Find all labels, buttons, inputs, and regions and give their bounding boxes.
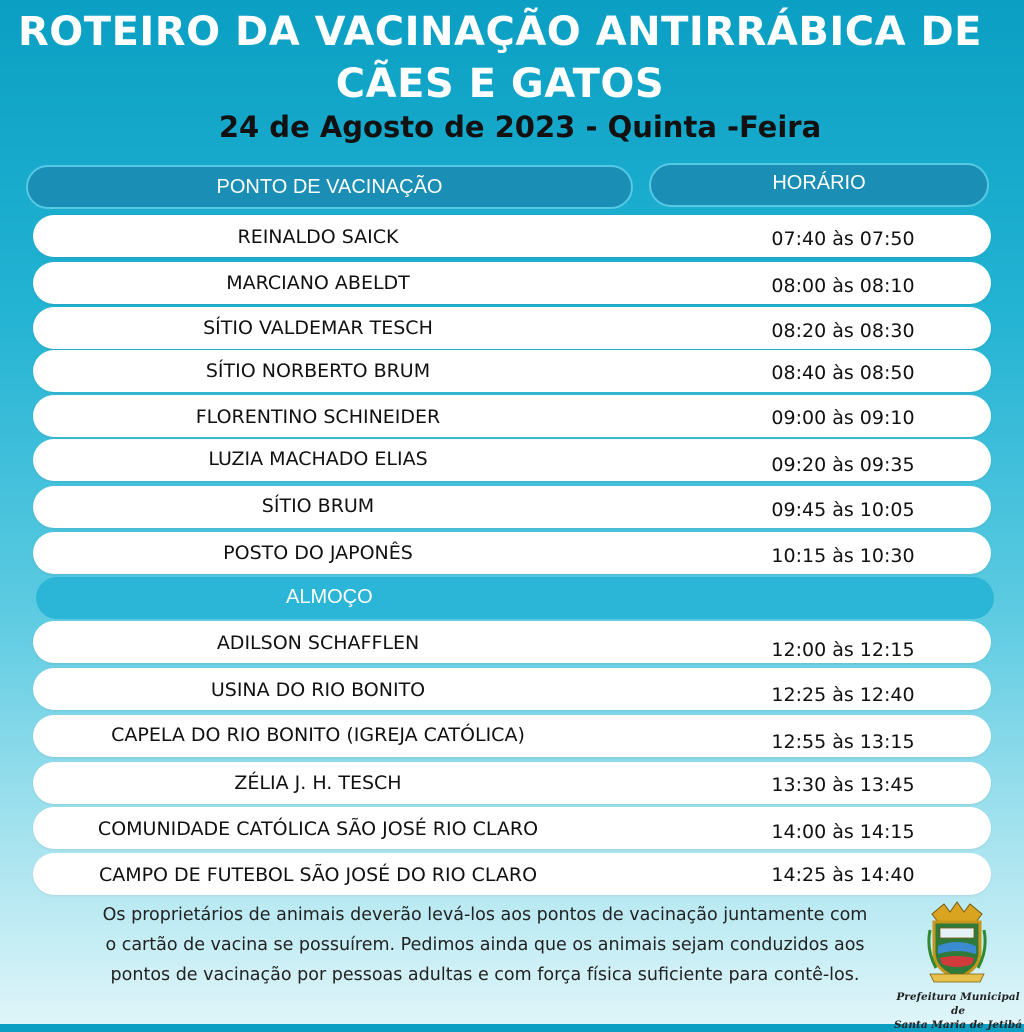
page-title bbox=[0, 6, 1000, 110]
row-time: 08:40 às 08:50 bbox=[771, 362, 915, 384]
row-time: 12:55 às 13:15 bbox=[771, 731, 915, 753]
row-place: USINA DO RIO BONITO bbox=[210, 679, 426, 701]
footer-line-1: Os proprietários de animais deverão levá-los aos pontos de vacinação juntamente com bbox=[102, 905, 868, 925]
title-line-1: ROTEIRO DA VACINAÇÃO ANTIRRÁBICA DE bbox=[17, 9, 983, 55]
footer-line-3: pontos de vacinação por pessoas adultas e com força física suficiente para contê-los. bbox=[110, 965, 860, 985]
municipality-line-2: Santa Maria de Jetibá bbox=[893, 1019, 1023, 1031]
row-time: 08:20 às 08:30 bbox=[771, 320, 915, 342]
column-header-time-label: HORÁRIO bbox=[772, 171, 866, 194]
row-place: MARCIANO ABELDT bbox=[226, 272, 410, 294]
footer-notice bbox=[50, 900, 920, 990]
table-row bbox=[33, 486, 991, 528]
table-row bbox=[33, 715, 991, 757]
column-header-place-label: PONTO DE VACINAÇÃO bbox=[216, 175, 443, 198]
lunch-break-label: ALMOÇO bbox=[286, 586, 373, 608]
row-place: POSTO DO JAPONÊS bbox=[223, 542, 413, 564]
table-row bbox=[33, 215, 991, 257]
row-place: CAMPO DE FUTEBOL SÃO JOSÉ DO RIO CLARO bbox=[98, 864, 538, 886]
lunch-break-bar bbox=[36, 577, 994, 619]
row-time: 13:30 às 13:45 bbox=[771, 774, 915, 796]
row-time: 10:15 às 10:30 bbox=[771, 545, 915, 567]
table-row bbox=[33, 668, 991, 710]
footer-line-2: o cartão de vacina se possuírem. Pedimos ainda que os animais sejam conduzidos aos bbox=[105, 935, 865, 955]
municipality-line-1: Prefeitura Municipal de bbox=[896, 991, 1020, 1017]
table-row bbox=[33, 262, 991, 304]
table-row bbox=[33, 762, 991, 804]
table-row bbox=[33, 807, 991, 849]
row-place: SÍTIO NORBERTO BRUM bbox=[205, 360, 431, 382]
row-time: 07:40 às 07:50 bbox=[771, 228, 915, 250]
column-header-time bbox=[649, 163, 989, 207]
row-place: ZÉLIA J. H. TESCH bbox=[234, 772, 402, 794]
row-time: 12:25 às 12:40 bbox=[771, 684, 915, 706]
row-time: 09:20 às 09:35 bbox=[771, 454, 915, 476]
title-line-2: CÃES E GATOS bbox=[335, 61, 665, 107]
table-row bbox=[33, 307, 991, 349]
row-time: 09:45 às 10:05 bbox=[771, 499, 915, 521]
row-time: 14:00 às 14:15 bbox=[771, 821, 915, 843]
row-place: ADILSON SCHAFFLEN bbox=[216, 632, 420, 654]
row-time: 09:00 às 09:10 bbox=[771, 407, 915, 429]
table-row bbox=[33, 532, 991, 574]
row-place: CAPELA DO RIO BONITO (IGREJA CATÓLICA) bbox=[111, 724, 525, 746]
table-row bbox=[33, 853, 991, 895]
table-row bbox=[33, 350, 991, 392]
table-row bbox=[33, 395, 991, 437]
table-row bbox=[33, 439, 991, 481]
table-row bbox=[33, 621, 991, 663]
row-place: SÍTIO BRUM bbox=[261, 495, 375, 517]
municipal-coat-of-arms-icon bbox=[926, 900, 988, 986]
event-date: 24 de Agosto de 2023 - Quinta -Feira bbox=[218, 110, 822, 144]
row-place: FLORENTINO SCHINEIDER bbox=[195, 406, 441, 428]
municipality-name bbox=[892, 990, 1024, 1032]
row-time: 14:25 às 14:40 bbox=[771, 864, 915, 886]
row-time: 08:00 às 08:10 bbox=[771, 275, 915, 297]
row-time: 12:00 às 12:15 bbox=[771, 639, 915, 661]
column-header-place bbox=[26, 165, 633, 209]
row-place: COMUNIDADE CATÓLICA SÃO JOSÉ RIO CLARO bbox=[97, 818, 539, 840]
row-place: REINALDO SAICK bbox=[237, 226, 399, 248]
row-place: SÍTIO VALDEMAR TESCH bbox=[203, 317, 433, 339]
row-place: LUZIA MACHADO ELIAS bbox=[208, 448, 428, 470]
